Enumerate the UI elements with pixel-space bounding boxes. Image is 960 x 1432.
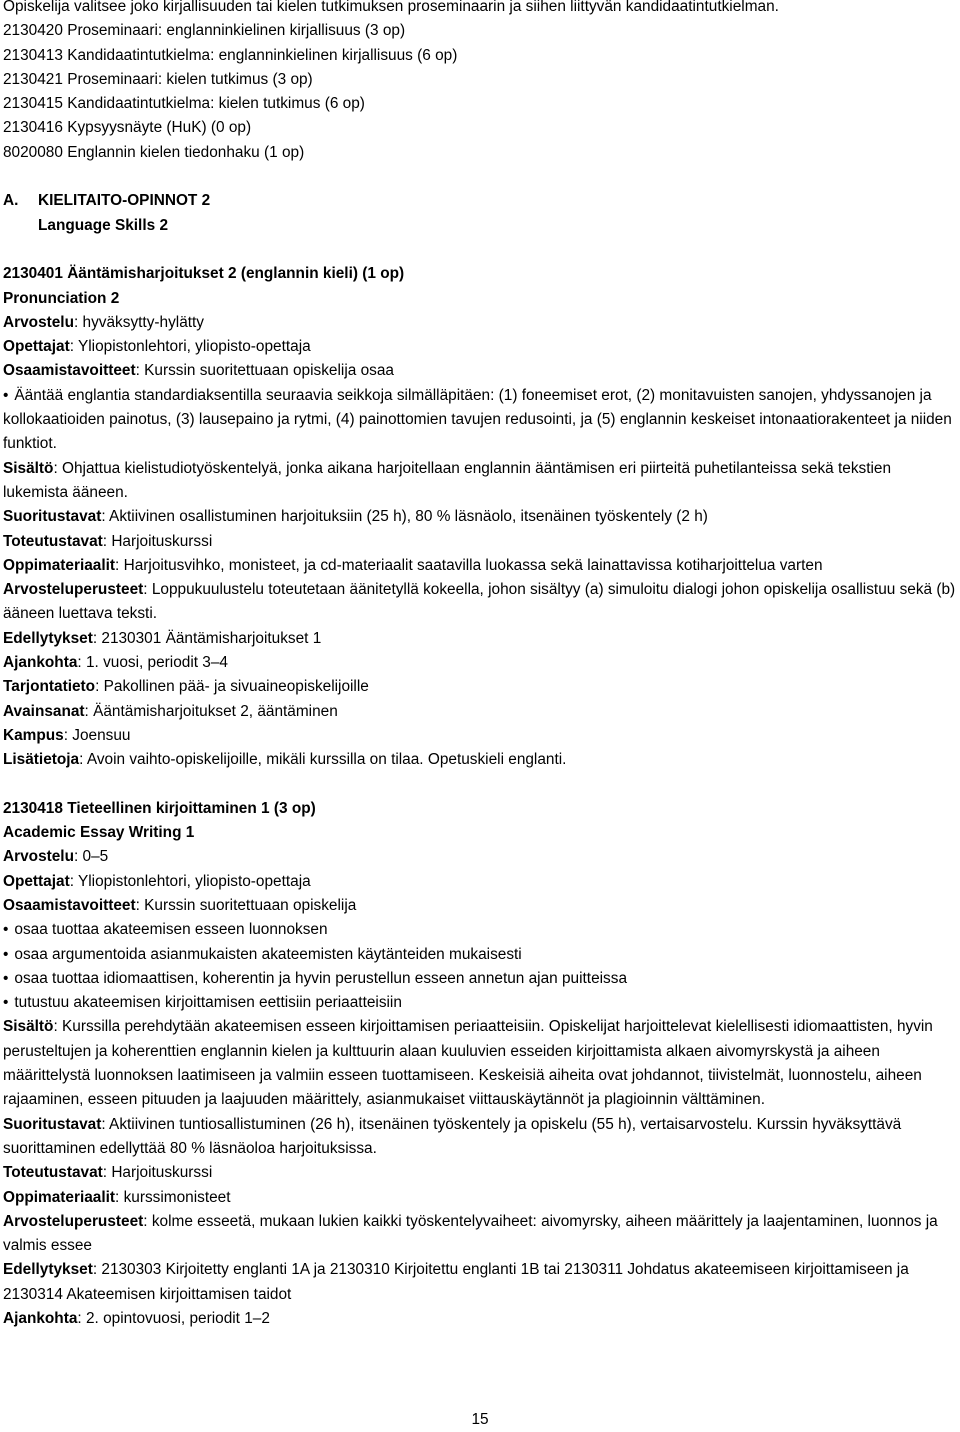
field-value: : 2. opintovuosi, periodit 1–2: [77, 1310, 270, 1328]
field-suoritustavat: [3, 1113, 957, 1162]
field-label: Arvosteluperusteet: [3, 1212, 144, 1230]
field-label: Lisätietoja: [3, 751, 80, 769]
field-edellytykset: [3, 1258, 957, 1307]
document-page: [3, 0, 957, 1331]
field-value: : Harjoitusvihko, monisteet, ja cd-materiaalit saatavilla luokassa sekä lainattavissa kotiharjoittelua varten: [115, 556, 823, 574]
field-arvostelu: [3, 845, 957, 869]
field-toteutustavat: [3, 530, 957, 554]
field-label: Ajankohta: [3, 654, 78, 672]
course-list-item: 2130420 Proseminaari: englanninkielinen kirjallisuus (3 op): [3, 22, 406, 40]
field-value: : Joensuu: [63, 726, 131, 744]
field-label: Oppimateriaalit: [3, 1188, 116, 1206]
field-label: Arvostelu: [3, 848, 74, 866]
field-label: Kampus: [3, 726, 64, 744]
field-label: Osaamistavoitteet: [3, 362, 136, 380]
field-value: : 2130303 Kirjoitetty englanti 1A ja 2130310 Kirjoitettu englanti 1B tai 2130311 Johdatus akateemiseen kirjoittamiseen ja 2130314 Akateemisen kirjoittamisen taidot: [3, 1261, 909, 1303]
field-value: : hyväksytty-hylätty: [74, 313, 205, 331]
field-value: : Pakollinen pää- ja sivuaineopiskelijoille: [95, 678, 369, 696]
field-value: : Aktiivinen osallistuminen harjoituksiin (25 h), 80 % läsnäolo, itsenäinen työskentely (2 h): [101, 508, 708, 526]
field-osaamistavoitteet: [3, 359, 957, 383]
learning-outcome-item: • tutustuu akateemisen kirjoittamisen eettisiin periaatteisiin: [3, 991, 957, 1015]
field-label: Opettajat: [3, 338, 70, 356]
intro-text: Opiskelija valitsee joko kirjallisuuden tai kielen tutkimuksen proseminaarin ja siihen liittyvän kandidaatintutkielman.: [3, 0, 779, 15]
learning-outcome-item: • osaa tuottaa akateemisen esseen luonnoksen: [3, 918, 957, 942]
field-value: : Yliopistonlehtori, yliopisto-opettaja: [69, 338, 311, 356]
field-value: : Aktiivinen tuntiosallistuminen (26 h), itsenäinen työskentely ja opiskelu (55 h), vertaisarvostelu. Kurssin hyväksyttävä suorittaminen edellyttää 80 % läsnäoloa harjoituksissa.: [3, 1115, 902, 1157]
course-list-item: 2130413 Kandidaatintutkielma: englanninkielinen kirjallisuus (6 op): [3, 46, 458, 64]
field-value: : Avoin vaihto-opiskelijoille, mikäli kurssilla on tilaa. Opetuskieli englanti.: [79, 751, 567, 769]
field-sisalto: [3, 457, 957, 506]
field-arvosteluperusteet: [3, 1210, 957, 1259]
spacer: [3, 238, 957, 262]
spacer: [3, 165, 957, 189]
page-number: 15: [471, 1411, 489, 1428]
field-label: Sisältö: [3, 459, 54, 477]
field-label: Ajankohta: [3, 1310, 78, 1328]
field-label: Arvostelu: [3, 313, 74, 331]
field-label: Suoritustavat: [3, 508, 102, 526]
section-letter: A.: [3, 192, 19, 210]
section-titles: [38, 189, 210, 238]
field-value: : Harjoituskurssi: [102, 1164, 213, 1182]
field-label: Suoritustavat: [3, 1115, 102, 1133]
course-english-name: Academic Essay Writing 1: [3, 824, 195, 842]
field-label: Opettajat: [3, 872, 70, 890]
field-label: Edellytykset: [3, 1261, 93, 1279]
section-title: KIELITAITO-OPINNOT 2: [38, 192, 211, 210]
course-heading: 2130418 Tieteellinen kirjoittaminen 1 (3 op): [3, 799, 316, 817]
course-list-item: 2130416 Kypsyysnäyte (HuK) (0 op): [3, 119, 252, 137]
field-suoritustavat: [3, 505, 957, 529]
field-oppimateriaalit: [3, 1186, 957, 1210]
field-kampus: [3, 724, 957, 748]
field-value: : Kurssilla perehdytään akateemisen esseen kirjoittamisen periaatteisiin. Opiskelijat harjoittelevat kielellisesti idiomaattisten, hyvin perusteltujen ja koherenttien englannin kielen ja kulttuurin alaan kuuluvien esseiden kirjoittamista alkaen aivomyrskystä ja aiheen määrittelystä luonnoksen laatimiseen ja valmiin esseen tuottamiseen. Keskeisiä aiheita ovat johdannot, tiivistelmät, luonnostelu, aiheen rajaaminen, esseen pituuden ja laajuuden määrittely, asianmukaiset viittauskäytännöt ja plagioinnin välttäminen.: [3, 1018, 933, 1109]
field-label: Oppimateriaalit: [3, 556, 116, 574]
field-label: Tarjontatieto: [3, 678, 96, 696]
field-label: Arvosteluperusteet: [3, 581, 144, 599]
field-value: : Yliopistonlehtori, yliopisto-opettaja: [69, 872, 311, 890]
field-opettajat: [3, 335, 957, 359]
field-edellytykset: [3, 627, 957, 651]
section-heading: [3, 189, 957, 238]
field-value: : Harjoituskurssi: [102, 532, 213, 550]
field-value: : Loppukuulustelu toteutetaan äänitetyllä kokeella, johon sisältyy (a) simuloitu dialogi johon opiskelija osallistuu sekä (b) ääneen luettava teksti.: [3, 581, 956, 623]
field-label: Edellytykset: [3, 629, 93, 647]
field-label: Osaamistavoitteet: [3, 896, 136, 914]
field-value: : kolme esseetä, mukaan lukien kaikki työskentelyvaiheet: aivomyrsky, aiheen määrittely ja laajentaminen, luonnos ja valmis essee: [3, 1212, 938, 1255]
learning-outcome-item: • Ääntää englantia standardiaksentilla seuraavia seikkoja silmälläpitäen: (1) foneemiset erot, (2) monitavuisten sanojen, yhdyssanojen ja kollokaatioiden painotus, (3) lausepaino ja rytmi, (4) painottomien tavujen redusointi, ja (5) englannin keskeiset intonaatiorakenteet ja niiden funktiot.: [3, 384, 957, 457]
field-value: : kurssimonisteet: [115, 1188, 231, 1206]
field-value: : 0–5: [74, 848, 109, 866]
field-lisatietoja: [3, 748, 957, 772]
field-value: : 2130301 Ääntämisharjoitukset 1: [92, 629, 322, 647]
course-english-name: Pronunciation 2: [3, 289, 120, 307]
section-subtitle: Language Skills 2: [38, 216, 169, 234]
field-opettajat: [3, 870, 957, 894]
field-toteutustavat: [3, 1161, 957, 1185]
field-ajankohta: [3, 1307, 957, 1331]
course-list-item: 2130421 Proseminaari: kielen tutkimus (3 op): [3, 70, 313, 88]
field-label: Toteutustavat: [3, 1164, 103, 1182]
field-label: Toteutustavat: [3, 532, 103, 550]
field-tarjontatieto: [3, 675, 957, 699]
field-value: : Ohjattua kielistudiotyöskentelyä, jonka aikana harjoitellaan englannin ääntämisen eri piirteitä puhetilanteissa sekä tekstien lukemista ääneen.: [3, 459, 892, 501]
field-value: : Kurssin suoritettuaan opiskelija: [135, 896, 357, 914]
learning-outcome-item: • osaa tuottaa idiomaattisen, koherentin ja hyvin perustellun esseen annetun ajan puitteissa: [3, 967, 957, 991]
field-avainsanat: [3, 700, 957, 724]
field-oppimateriaalit: [3, 554, 957, 578]
field-value: : Kurssin suoritettuaan opiskelija osaa: [135, 362, 394, 380]
field-sisalto: [3, 1015, 957, 1112]
field-osaamistavoitteet: [3, 894, 957, 918]
spacer: [3, 773, 957, 797]
field-ajankohta: [3, 651, 957, 675]
field-arvostelu: [3, 311, 957, 335]
field-label: Sisältö: [3, 1018, 54, 1036]
course-list-item: 2130415 Kandidaatintutkielma: kielen tutkimus (6 op): [3, 95, 365, 113]
field-value: : 1. vuosi, periodit 3–4: [77, 654, 228, 672]
field-arvosteluperusteet: [3, 578, 957, 627]
course-list-item: 8020080 Englannin kielen tiedonhaku (1 op): [3, 143, 305, 161]
field-value: : Ääntämisharjoitukset 2, ääntäminen: [84, 702, 338, 720]
learning-outcome-item: • osaa argumentoida asianmukaisten akateemisten käytänteiden mukaisesti: [3, 943, 957, 967]
course-heading: 2130401 Ääntämisharjoitukset 2 (englannin kieli) (1 op): [3, 265, 405, 283]
field-label: Avainsanat: [3, 702, 85, 720]
